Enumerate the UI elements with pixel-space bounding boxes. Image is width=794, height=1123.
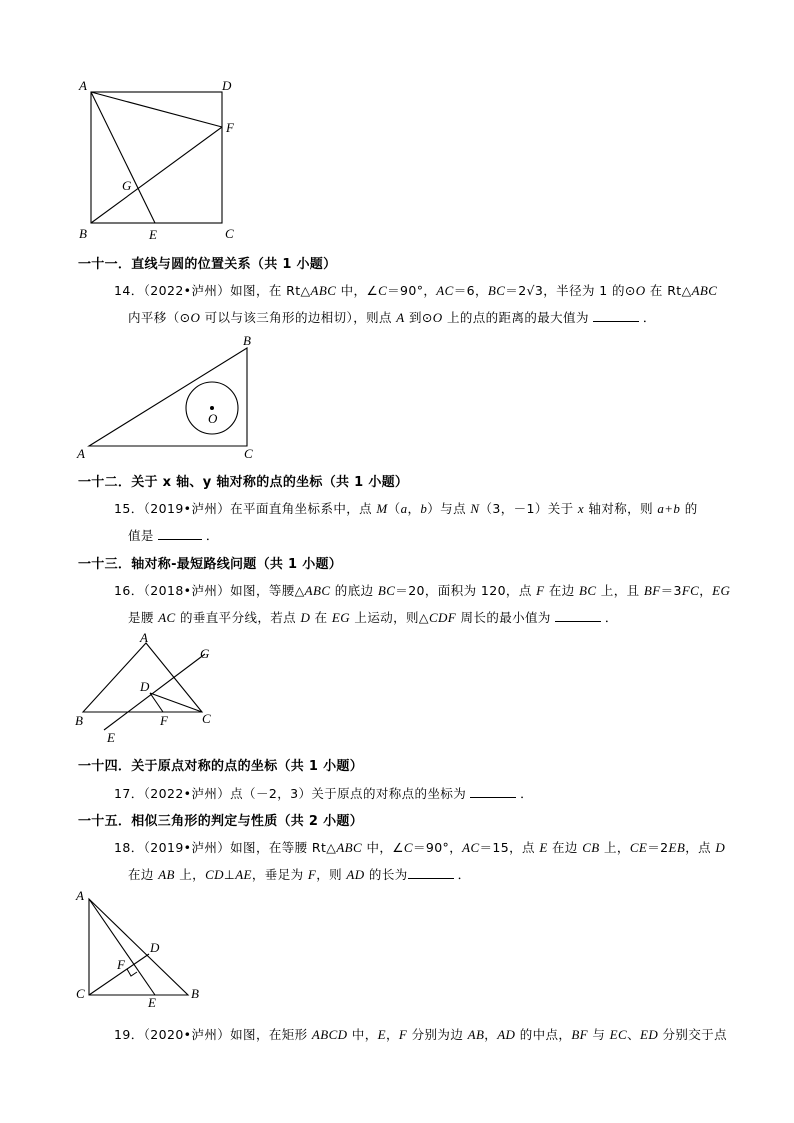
label-b: B (191, 986, 199, 1001)
problem-17-line-1: 17．（2022•泸州）点（－2，3）关于原点的对称点的坐标为 ． (114, 786, 534, 801)
section-14-heading: 一十四．关于原点对称的点的坐标（共 1 小题） (78, 759, 363, 774)
label-c: C (244, 446, 253, 461)
problem-15-line-1: 15．（2019•泸州）在平面直角坐标系中，点 M（a，b）与点 N（3，－1）关于 x 轴对称，则 a+b 的 (114, 501, 698, 516)
label-c: C (225, 226, 234, 241)
answer-blank[interactable] (470, 786, 516, 798)
answer-blank[interactable] (555, 610, 601, 622)
label-f: F (226, 120, 234, 135)
section-12-heading: 一十二．关于 x 轴、y 轴对称的点的坐标（共 1 小题） (78, 475, 409, 490)
label-b: B (75, 713, 83, 728)
problem-16-line-1: 16．（2018•泸州）如图，等腰△ABC 的底边 BC＝20，面积为 120，点 F 在边 BC 上，且 BF＝3FC，EG (114, 583, 731, 598)
label-b: B (79, 226, 87, 241)
label-a: A (79, 78, 87, 93)
problem-14-line-2: 内平移（⊙O 可以与该三角形的边相切），则点 A 到⊙O 上的点的距离的最大值为 ． (128, 310, 656, 325)
problem-14-line-1: 14．（2022•泸州）如图，在 Rt△ABC 中，∠C＝90°，AC＝6，BC＝2√3，半径为 1 的⊙O 在 Rt△ABC (114, 283, 718, 298)
label-g: G (122, 178, 132, 193)
label-e: E (149, 227, 157, 242)
label-g: G (200, 646, 210, 661)
label-e: E (148, 995, 156, 1010)
problem-15-line-2: 值是 ． (128, 528, 219, 543)
label-b: B (243, 333, 251, 348)
label-o: O (208, 411, 218, 426)
section-13-heading: 一十三．轴对称-最短路线问题（共 1 小题） (78, 557, 343, 572)
label-f: F (160, 713, 168, 728)
square-figure (70, 70, 250, 245)
answer-blank[interactable] (158, 528, 202, 540)
label-d: D (140, 679, 150, 694)
label-a: A (77, 446, 85, 461)
answer-blank[interactable] (408, 867, 454, 879)
segment-af (91, 92, 222, 127)
problem-19-line-1: 19．（2020•泸州）如图，在矩形 ABCD 中，E，F 分别为边 AB，AD 的中点，BF 与 EC、ED 分别交于点 (114, 1027, 728, 1042)
square-abcd (91, 92, 222, 223)
label-e: E (107, 730, 115, 745)
triangle-abc (89, 899, 188, 995)
segment-bf (91, 127, 222, 223)
problem-18-line-1: 18．（2019•泸州）如图，在等腰 Rt△ABC 中，∠C＝90°，AC＝15，点 E 在边 CB 上，CE＝2EB，点 D (114, 840, 726, 855)
triangle-circle-figure (72, 328, 272, 468)
line-eg (104, 654, 205, 730)
answer-blank[interactable] (593, 310, 639, 322)
problem-16-line-2: 是腰 AC 的垂直平分线，若点 D 在 EG 上运动，则△CDF 周长的最小值为 ． (128, 610, 618, 625)
right-angle-mark (127, 969, 137, 976)
label-a: A (76, 888, 84, 903)
label-c: C (76, 986, 85, 1001)
label-a: A (140, 630, 148, 645)
label-f: F (117, 957, 125, 972)
label-d: D (222, 78, 232, 93)
right-isosceles-figure (70, 885, 220, 1010)
label-d: D (150, 940, 160, 955)
segment-ae (91, 92, 155, 223)
section-11-heading: 一十一．直线与圆的位置关系（共 1 小题） (78, 257, 337, 272)
segment-ae (89, 899, 155, 995)
isosceles-figure (70, 628, 230, 748)
problem-18-line-2: 在边 AB 上，CD⊥AE，垂足为 F，则 AD 的长为 ． (128, 867, 471, 882)
label-c: C (202, 711, 211, 726)
section-15-heading: 一十五．相似三角形的判定与性质（共 2 小题） (78, 814, 363, 829)
center-o-dot (210, 406, 214, 410)
